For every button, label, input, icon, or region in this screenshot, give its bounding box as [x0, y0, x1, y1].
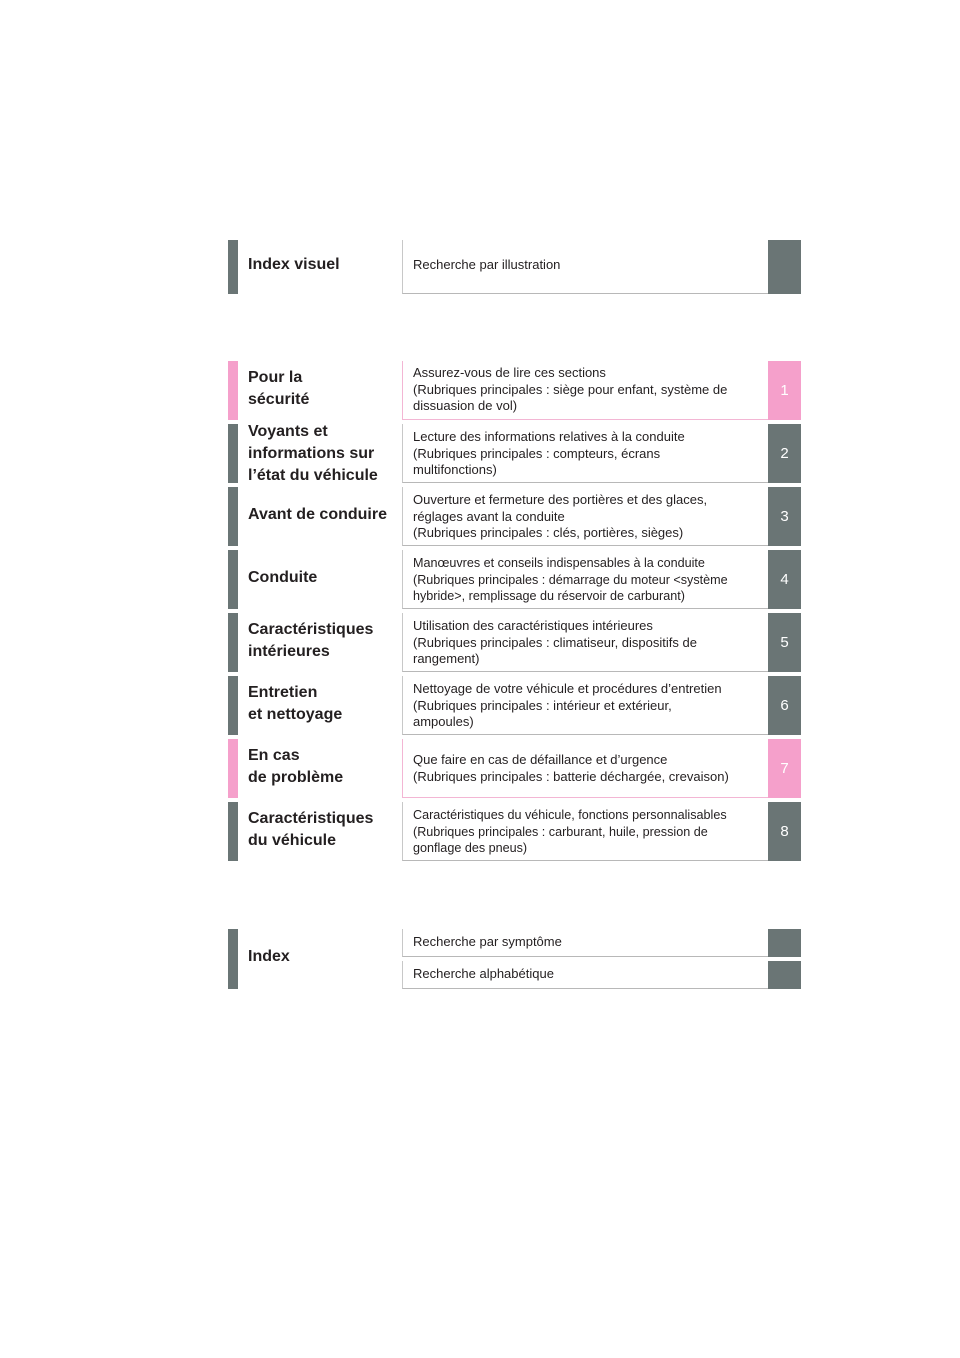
section-bar	[228, 550, 238, 609]
section-bar	[228, 739, 238, 798]
chapter-description-line: (Rubriques principales : démarrage du moteur <système	[413, 572, 728, 587]
chapter-tab-5[interactable]: 5	[768, 613, 801, 672]
chapter-title-line: Avant de conduire	[248, 506, 387, 523]
chapter-row-8[interactable]	[228, 802, 801, 861]
chapter-description-line: Utilisation des caractéristiques intérieures	[413, 618, 653, 633]
chapter-description	[402, 613, 768, 672]
chapter-title-line: l’état du véhicule	[248, 467, 378, 484]
chapter-description-line: réglages avant la conduite	[413, 508, 565, 524]
visual-index-description	[402, 240, 768, 294]
section-bar	[228, 424, 238, 483]
chapter-description-line: Caractéristiques du véhicule, fonctions personnalisables	[413, 808, 727, 822]
chapter-description-line: (Rubriques principales : batterie déchargée, crevaison)	[413, 768, 729, 784]
chapter-description-line: (Rubriques principales : compteurs, écrans	[413, 445, 661, 461]
section-bar	[228, 676, 238, 735]
chapter-description	[402, 676, 768, 735]
section-bar	[228, 240, 238, 294]
chapter-row-3[interactable]	[228, 487, 801, 546]
chapter-description-line: Assurez-vous de lire ces sections	[413, 365, 606, 380]
chapter-description-line: Ouverture et fermeture des portières et des glaces,	[413, 492, 708, 507]
section-bar	[228, 361, 238, 420]
chapter-title	[248, 745, 398, 789]
chapter-tab-8[interactable]: 8	[768, 802, 801, 861]
chapter-tab-4[interactable]: 4	[768, 550, 801, 609]
chapter-tab-3[interactable]: 3	[768, 487, 801, 546]
visual-index-title: Index visuel	[248, 256, 340, 273]
index-title: Index	[248, 948, 290, 965]
index-row	[228, 929, 801, 989]
visual-index-tab[interactable]	[768, 240, 801, 294]
chapter-tab-2[interactable]: 2	[768, 424, 801, 483]
chapter-description	[402, 361, 768, 420]
chapter-description	[402, 487, 768, 546]
chapter-title	[248, 421, 398, 487]
chapter-title-line: sécurité	[248, 391, 310, 408]
chapter-title-line: Pour la	[248, 369, 303, 386]
chapter-title-line: du véhicule	[248, 832, 337, 849]
chapter-description-line: rangement)	[413, 651, 480, 666]
chapter-tab-6[interactable]: 6	[768, 676, 801, 735]
chapter-description	[402, 550, 768, 609]
index-item-alphabetical[interactable]	[402, 961, 801, 989]
chapter-description-line: Nettoyage de votre véhicule et procédures d’entretien	[413, 681, 722, 696]
chapter-title	[248, 504, 408, 526]
chapter-row-6[interactable]	[228, 676, 801, 735]
chapter-row-5[interactable]	[228, 613, 801, 672]
chapter-title-line: informations sur	[248, 445, 375, 462]
visual-index-description-text: Recherche par illustration	[413, 257, 561, 272]
chapter-title	[248, 567, 398, 589]
chapter-title-line: intérieures	[248, 643, 330, 660]
chapter-row-1[interactable]	[228, 361, 801, 420]
section-bar	[228, 487, 238, 546]
chapter-tab-7[interactable]: 7	[768, 739, 801, 798]
index-item-label: Recherche alphabétique	[402, 961, 768, 989]
chapter-title-line: Entretien	[248, 684, 318, 701]
chapter-description-line: Que faire en cas de défaillance et d’urgence	[413, 752, 668, 767]
index-item-tab[interactable]	[768, 961, 801, 989]
chapter-title-line: de problème	[248, 769, 344, 786]
chapter-title-line: Caractéristiques	[248, 810, 374, 827]
index-item-tab[interactable]	[768, 929, 801, 957]
chapter-description	[402, 802, 768, 861]
chapter-description	[402, 424, 768, 483]
chapter-description-line: multifonctions)	[413, 462, 497, 477]
chapter-title	[248, 619, 398, 663]
chapter-description-line: hybride>, remplissage du réservoir de carburant)	[413, 589, 685, 603]
chapter-description-line: Manœuvres et conseils indispensables à la conduite	[413, 556, 705, 570]
chapter-description-line: ampoules)	[413, 714, 474, 729]
section-bar	[228, 613, 238, 672]
visual-index-row[interactable]	[228, 240, 801, 294]
chapter-description	[402, 739, 768, 798]
chapter-title-line: Caractéristiques	[248, 621, 374, 638]
chapter-title	[248, 808, 398, 852]
chapter-description-line: gonflage des pneus)	[413, 841, 528, 855]
chapter-title-line: et nettoyage	[248, 706, 343, 723]
section-bar	[228, 802, 238, 861]
chapter-title	[248, 367, 398, 411]
chapter-description-line: (Rubriques principales : siège pour enfant, système de	[413, 381, 728, 397]
index-item-symptom[interactable]	[402, 929, 801, 957]
chapter-row-4[interactable]	[228, 550, 801, 609]
chapter-title-line: Conduite	[248, 569, 318, 586]
chapter-row-7[interactable]	[228, 739, 801, 798]
chapter-tab-1[interactable]: 1	[768, 361, 801, 420]
chapter-description-line: Lecture des informations relatives à la conduite	[413, 429, 685, 444]
index-item-label: Recherche par symptôme	[402, 929, 768, 957]
section-bar	[228, 929, 238, 989]
chapter-description-line: (Rubriques principales : intérieur et extérieur,	[413, 697, 672, 713]
chapter-title-line: En cas	[248, 747, 300, 764]
chapter-row-2[interactable]	[228, 424, 801, 483]
chapter-description-line: (Rubriques principales : clés, portières, sièges)	[413, 525, 684, 540]
chapter-description-line: (Rubriques principales : climatiseur, dispositifs de	[413, 634, 697, 650]
chapter-description-line: (Rubriques principales : carburant, huile, pression de	[413, 824, 708, 839]
chapter-description-line: dissuasion de vol)	[413, 398, 518, 413]
chapter-title	[248, 682, 398, 726]
chapter-title-line: Voyants et	[248, 423, 328, 440]
